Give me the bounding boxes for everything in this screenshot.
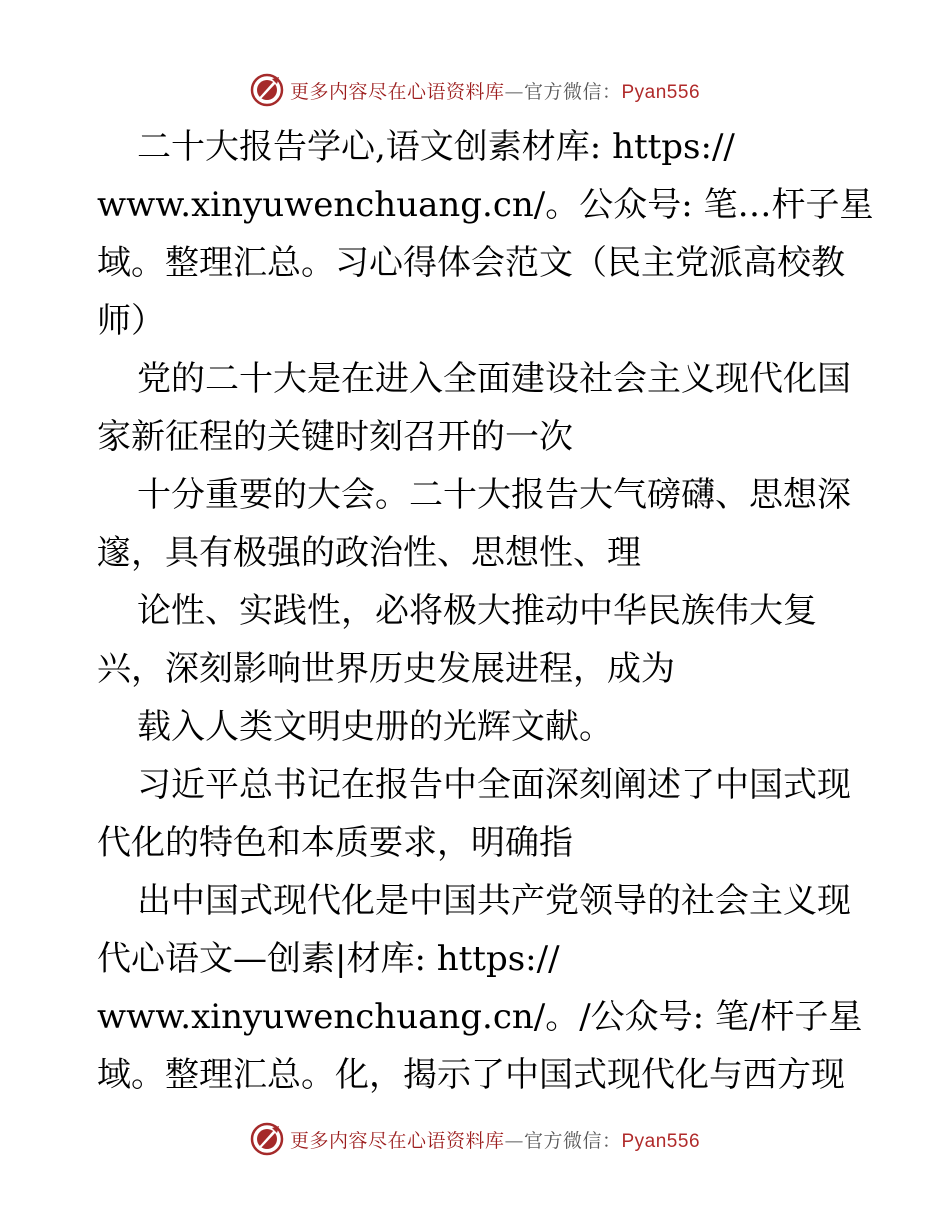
watermark-separator: —	[504, 1129, 524, 1152]
text-line: 邃，具有极强的政治性、思想性、理	[97, 533, 641, 573]
text-line: 党的二十大是在进入全面建设社会主义现代化国	[137, 359, 851, 399]
watermark-wechat-id: Pyan556	[621, 1130, 701, 1152]
quill-logo-icon	[250, 1122, 284, 1156]
text-line: 代心语文—创素|材库: https://	[97, 939, 560, 979]
text-line: 域。整理汇总。化，揭示了中国式现代化与西方现	[97, 1055, 845, 1095]
watermark-wechat-label: 官方微信：	[523, 1129, 622, 1152]
text-line: 习近平总书记在报告中全面深刻阐述了中国式现	[137, 765, 851, 805]
watermark-wechat-id: Pyan556	[621, 81, 701, 103]
text-line: 代化的特色和本质要求，明确指	[97, 823, 573, 863]
text-line: 十分重要的大会。二十大报告大气磅礴、思想深	[137, 475, 851, 515]
text-line: 域。整理汇总。习心得体会范文（民主党派高校教	[97, 243, 845, 283]
quill-logo-icon	[250, 73, 284, 107]
document-body	[97, 118, 874, 1104]
text-line: www.xinyuwenchuang.cn/。/公众号: 笔/杆子星	[97, 997, 863, 1037]
text-line: 载入人类文明史册的光辉文献。	[137, 707, 613, 747]
text-line: 出中国式现代化是中国共产党领导的社会主义现	[137, 881, 851, 921]
watermark-main-text: 更多内容尽在心语资料库	[289, 1129, 505, 1152]
text-line: 师）	[97, 301, 165, 341]
watermark-wechat-label: 官方微信：	[523, 80, 622, 103]
text-line: 家新征程的关键时刻召开的一次	[97, 417, 573, 457]
text-line: www.xinyuwenchuang.cn/。公众号: 笔…杆子星	[97, 185, 874, 225]
text-line: 兴，深刻影响世界历史发展进程，成为	[97, 649, 675, 689]
text-line: 论性、实践性，必将极大推动中华民族伟大复	[137, 591, 817, 631]
text-line: 二十大报告学心,语文创素材库: https://	[137, 127, 735, 167]
watermark-banner-bottom	[0, 1119, 950, 1159]
watermark-main-text: 更多内容尽在心语资料库	[289, 80, 505, 103]
watermark-banner-top	[0, 70, 950, 110]
watermark-separator: —	[504, 80, 524, 103]
